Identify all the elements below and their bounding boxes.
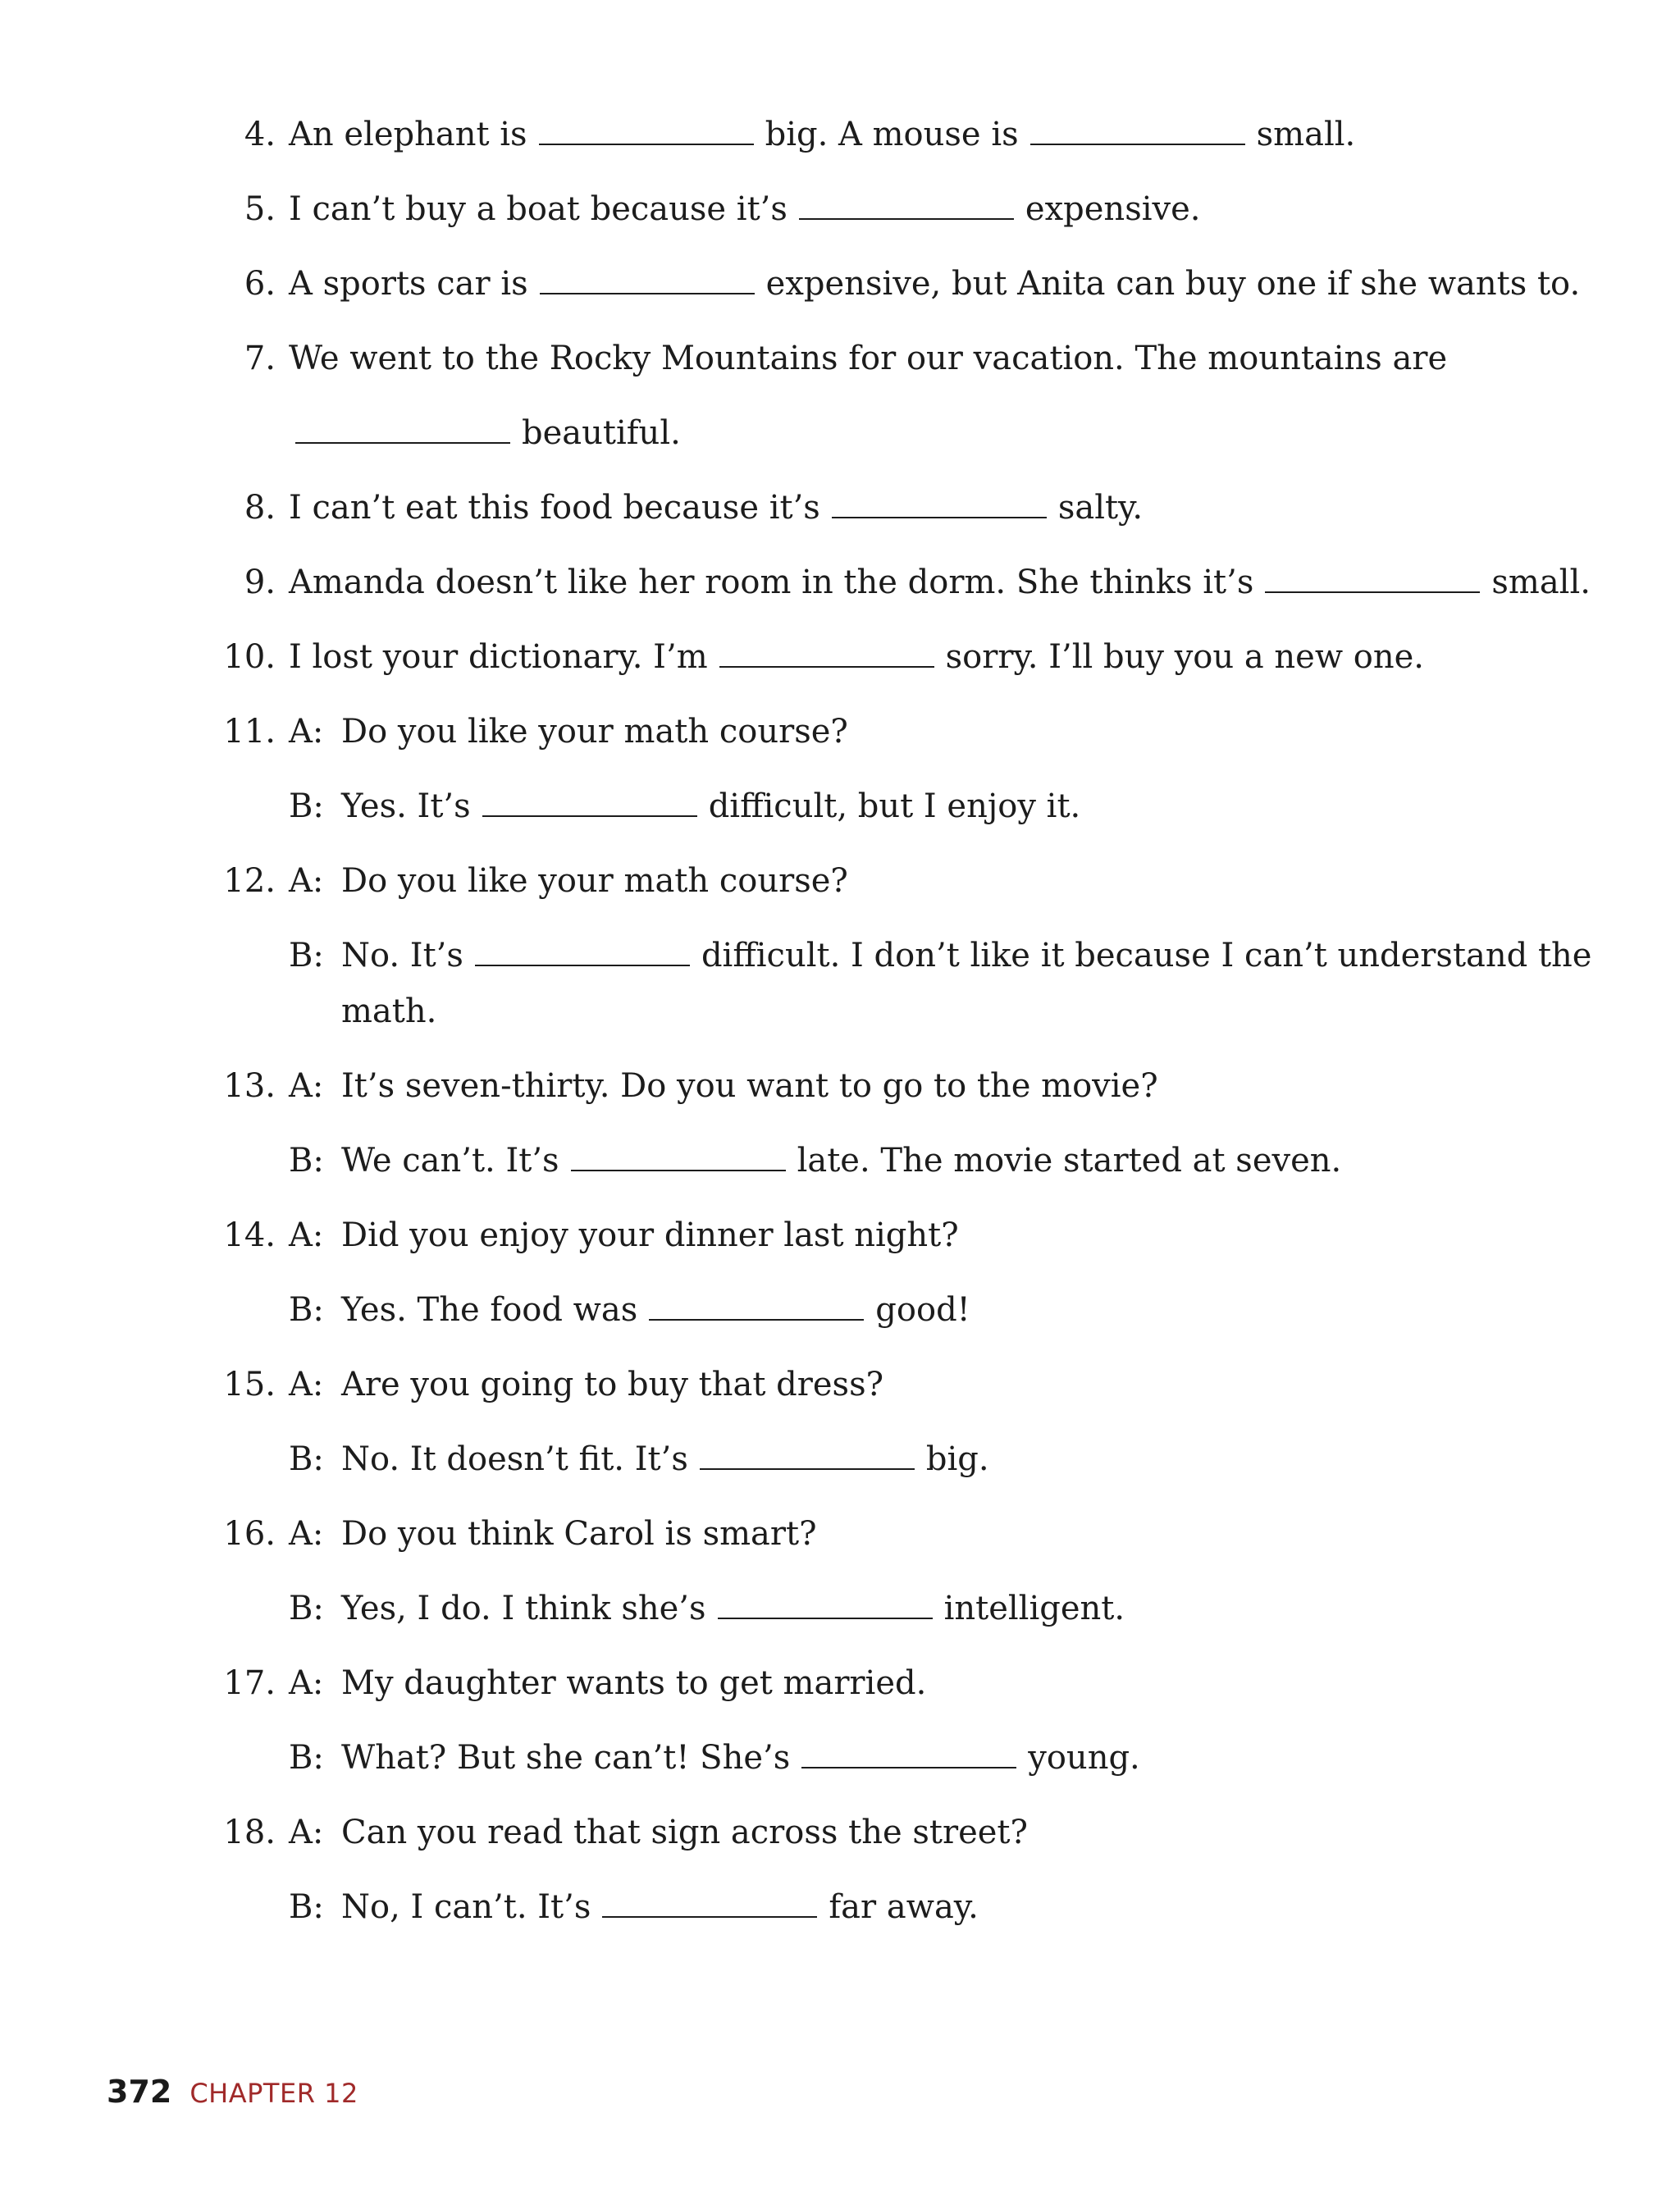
speaker-b-line [341,782,1080,831]
item-text [289,483,1143,532]
speaker-b-line [341,1733,1140,1782]
page-number: 372 [107,2074,172,2110]
speaker-b-line [341,931,1591,980]
exercise-item-4 [0,110,1680,159]
item-number: 10. [223,638,276,676]
speaker-a-line: Can you read that sign across the street? [341,1814,1028,1851]
exercise-item-10 [0,632,1680,682]
sentence-part: difficult. I don’t like it because I can’t understand the [701,937,1592,974]
item-text [289,259,1580,308]
sentence-part: sorry. I’ll buy you a new one. [945,638,1425,676]
exercise-item-12 [0,856,1680,906]
sentence-part: Yes. It’s [341,787,471,825]
exercise-item-17 [0,1659,1680,1708]
speaker-b-label: B: [289,1142,324,1180]
sentence-part: small. [1491,564,1591,601]
item-text [289,558,1591,607]
sentence-part: Yes, I do. I think she’s [341,1590,706,1627]
sentence-part: salty. [1057,489,1144,527]
sentence-part: big. [925,1440,989,1478]
sentence-part: beautiful. [522,414,681,452]
item-number: 11. [223,713,276,751]
speaker-a-label: A: [289,1664,324,1702]
item-number: 14. [223,1216,276,1254]
exercise-item-11-response [0,782,1680,831]
sentence-part: What? But she can’t! She’s [341,1739,791,1777]
speaker-a-line: It’s seven-thirty. Do you want to go to the movie? [341,1067,1158,1105]
sentence-part: No. It’s [341,937,463,974]
exercise-item-17-response [0,1733,1680,1782]
answer-blank[interactable] [799,218,1014,220]
exercise-item-7-continued [0,408,1680,458]
answer-blank[interactable] [482,815,697,817]
exercise-item-15 [0,1360,1680,1409]
sentence-part: expensive, but Anita can buy one if she wants to. [765,265,1581,303]
speaker-b-label: B: [289,1739,324,1777]
item-number: 9. [244,564,276,601]
item-number: 4. [244,116,276,153]
answer-blank[interactable] [1030,144,1245,145]
sentence-part: An elephant is [289,116,527,153]
item-number: 15. [223,1366,276,1403]
speaker-a-label: A: [289,1067,324,1105]
exercise-item-9 [0,558,1680,607]
sentence-part: Yes. The food was [341,1291,638,1329]
speaker-b-label: B: [289,937,324,974]
page-footer [107,2067,358,2116]
speaker-a-line: Are you going to buy that dress? [341,1366,884,1403]
exercise-item-13-response [0,1136,1680,1185]
item-number: 6. [244,265,276,303]
item-number: 13. [223,1067,276,1105]
exercise-item-7 [0,334,1680,383]
sentence-part: I can’t buy a boat because it’s [289,190,788,228]
answer-blank[interactable] [602,1916,817,1918]
answer-blank[interactable] [571,1170,786,1171]
speaker-b-label: B: [289,1590,324,1627]
answer-blank[interactable] [539,144,754,145]
answer-blank[interactable] [540,293,755,294]
speaker-b-label: B: [289,1291,324,1329]
sentence-part: difficult, but I enjoy it. [708,787,1081,825]
sentence-part: No, I can’t. It’s [341,1888,591,1926]
exercise-item-6 [0,259,1680,308]
answer-blank[interactable] [700,1468,915,1470]
item-number: 7. [244,340,276,377]
item-number: 18. [223,1814,276,1851]
speaker-a-line: Did you enjoy your dinner last night? [341,1216,959,1254]
speaker-a-label: A: [289,713,324,751]
sentence-part: expensive. [1025,190,1201,228]
answer-blank[interactable] [832,517,1047,518]
speaker-b-line-continued: math. [341,993,437,1030]
speaker-b-label: B: [289,787,324,825]
item-text [289,408,681,458]
chapter-label: CHAPTER 12 [189,2078,358,2109]
sentence-part: big. A mouse is [765,116,1019,153]
speaker-a-line: Do you like your math course? [341,862,848,900]
item-text [289,632,1424,682]
exercise-item-14 [0,1211,1680,1260]
exercise-item-14-response [0,1285,1680,1335]
item-text: We went to the Rocky Mountains for our vacation. The mountains are [289,340,1448,377]
sentence-part: late. The movie started at seven. [797,1142,1342,1180]
speaker-b-line [341,1435,989,1484]
exercise-item-12-continued [0,987,1680,1036]
sentence-part: far away. [829,1888,979,1926]
exercise-item-13 [0,1061,1680,1111]
speaker-b-line [341,1136,1341,1185]
speaker-a-line: Do you think Carol is smart? [341,1515,817,1553]
answer-blank[interactable] [649,1319,864,1321]
sentence-part: A sports car is [289,265,528,303]
speaker-a-label: A: [289,1814,324,1851]
sentence-part: I can’t eat this food because it’s [289,489,820,527]
exercise-item-16-response [0,1584,1680,1633]
sentence-part: good! [875,1291,970,1329]
exercise-item-11 [0,707,1680,756]
sentence-part: I lost your dictionary. I’m [289,638,708,676]
speaker-a-label: A: [289,1216,324,1254]
speaker-b-label: B: [289,1888,324,1926]
exercise-item-8 [0,483,1680,532]
exercise-item-18-response [0,1883,1680,1932]
item-number: 12. [223,862,276,900]
speaker-b-label: B: [289,1440,324,1478]
answer-blank[interactable] [475,965,690,966]
sentence-part: small. [1256,116,1356,153]
exercise-item-16 [0,1509,1680,1558]
speaker-b-line [341,1584,1125,1633]
item-text [289,110,1355,159]
sentence-part: Amanda doesn’t like her room in the dorm. She thinks it’s [289,564,1254,601]
exercise-item-18 [0,1808,1680,1857]
answer-blank[interactable] [718,1618,933,1619]
exercise-item-5 [0,185,1680,234]
speaker-b-line [341,1285,970,1335]
answer-blank[interactable] [295,442,510,444]
item-number: 5. [244,190,276,228]
item-number: 8. [244,489,276,527]
exercise-item-12-response [0,931,1680,980]
item-text [289,185,1201,234]
sentence-part: No. It doesn’t fit. It’s [341,1440,688,1478]
speaker-a-label: A: [289,1515,324,1553]
sentence-part: young. [1028,1739,1140,1777]
sentence-part: We can’t. It’s [341,1142,559,1180]
speaker-a-line: Do you like your math course? [341,713,848,751]
item-number: 17. [223,1664,276,1702]
answer-blank[interactable] [801,1767,1016,1768]
speaker-a-label: A: [289,862,324,900]
answer-blank[interactable] [1265,591,1480,593]
speaker-a-line: My daughter wants to get married. [341,1664,927,1702]
sentence-part: intelligent. [943,1590,1125,1627]
speaker-b-line [341,1883,979,1932]
exercise-item-15-response [0,1435,1680,1484]
item-number: 16. [223,1515,276,1553]
speaker-a-label: A: [289,1366,324,1403]
answer-blank[interactable] [719,666,934,668]
